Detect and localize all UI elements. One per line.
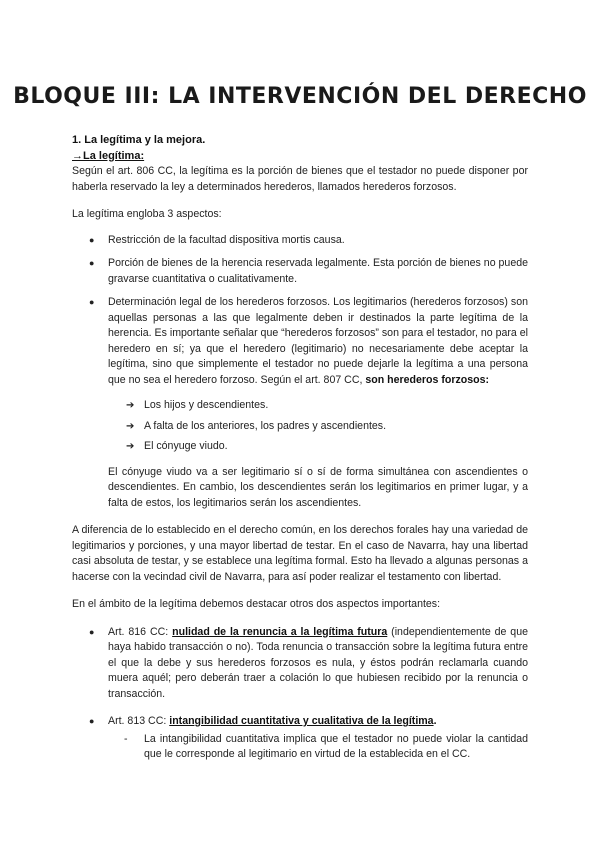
dash-item: - La intangibilidad cuantitativa implica que el testador no puede violar la cantidad que le corresponde al legitimario en virtud de la establecida en el CC. [124, 732, 528, 760]
bullet-icon: ● [89, 258, 95, 268]
bullet-icon: ● [89, 234, 95, 245]
bullet-icon: ● [89, 297, 95, 307]
intro-paragraph: Según el art. 806 CC, la legítima es la porción de bienes que el testador no puede disponer por haberla reservado la ley a determinados herederos, llamados herederos forzosos. [72, 165, 528, 193]
subsection-heading: →La legítima: [72, 149, 145, 162]
aspects-paragraph: La legítima engloba 3 aspectos: [72, 208, 222, 220]
arrow-icon: ➔ [126, 420, 135, 432]
foral-paragraph: A diferencia de lo establecido en el derecho común, en los derechos forales hay una variedad de legitimarios y porciones, y una mayor libertad de testar. En el caso de Navarra, hay una libertad casi absoluta de testar, y se establece una legítima formal. Esto ha llevado a algunas personas a hacerse con la vecindad civil de Navarra, para así poder realizar el testamento con libertad. [72, 524, 528, 583]
spouse-paragraph: El cónyuge viudo va a ser legitimario sí o sí de forma simultánea con ascendientes o descendientes. En cambio, los descendientes serán los legitimarios en primer lugar, y a falta de estos, los legitimarios serán los ascendientes. [108, 465, 528, 509]
other-aspects-paragraph: En el ámbito de la legítima debemos destacar otros dos aspectos importantes: [72, 598, 441, 610]
list-item-text: Restricción de la facultad dispositiva mortis causa. [108, 233, 345, 246]
list-item: ● Art. 813 CC: intangibilidad cuantitativa y cualitativa de la legítima. [72, 714, 528, 730]
heir-item: ➔ El cónyuge viudo. [108, 439, 528, 455]
page-title: BLOQUE III: LA INTERVENCIÓN DEL DERECHO [13, 84, 587, 109]
bold-text: son herederos forzosos: [365, 373, 489, 386]
bullet-icon: ● [89, 716, 95, 726]
bold-text: nulidad de la renuncia a la legítima futura [172, 625, 388, 638]
list-item-text: Porción de bienes de la herencia reservada legalmente. Esta porción de bienes no puede gravarse cuantitativa o cualitativamente. [108, 257, 528, 285]
list-item: ● Art. 816 CC: nulidad de la renuncia a la legítima futura (independientemente de que haya habido transacción o no). Toda renuncia o transacción sobre la legítima futura entre el que la debe y sus herederos forzosos es nula, y éstos podrán reclamarla cuando muera aquél; pero deberán traer a colación lo que hubiesen recibido por la renuncia o transacción. [89, 625, 528, 700]
section-heading: 1. La legítima y la mejora. [72, 134, 206, 146]
arrow-icon: ➔ [126, 441, 135, 452]
bold-text: intangibilidad cuantitativa y cualitativa de la legítima [169, 715, 434, 727]
list-item [72, 233, 528, 249]
document-body [72, 133, 528, 763]
list-item [72, 295, 528, 388]
list-item [72, 256, 528, 287]
dash-marker: - [124, 732, 128, 745]
list-item-text: Determinación legal de los herederos forzosos. Los legitimarios (herederos forzosos) son aquellas personas a las que legalmente deben ir destinados la parte legítima de la herencia. Es importante señalar que “herederos forzosos” son para el testador, no para el heredero en sí; ya que el heredero (legitimario) no necesariamente debe aceptar la legítima, sino que simplemente el testador no puede dejarle la legítima a una persona que no sea el heredero forzoso. Según el art. 807 CC, [108, 296, 528, 386]
heir-item: ➔ Los hijos y descendientes. [108, 398, 528, 414]
arrow-icon: ➔ [126, 400, 135, 411]
bullet-icon: ● [89, 626, 95, 637]
heir-item: ➔ A falta de los anteriores, los padres y ascendientes. [108, 419, 528, 435]
